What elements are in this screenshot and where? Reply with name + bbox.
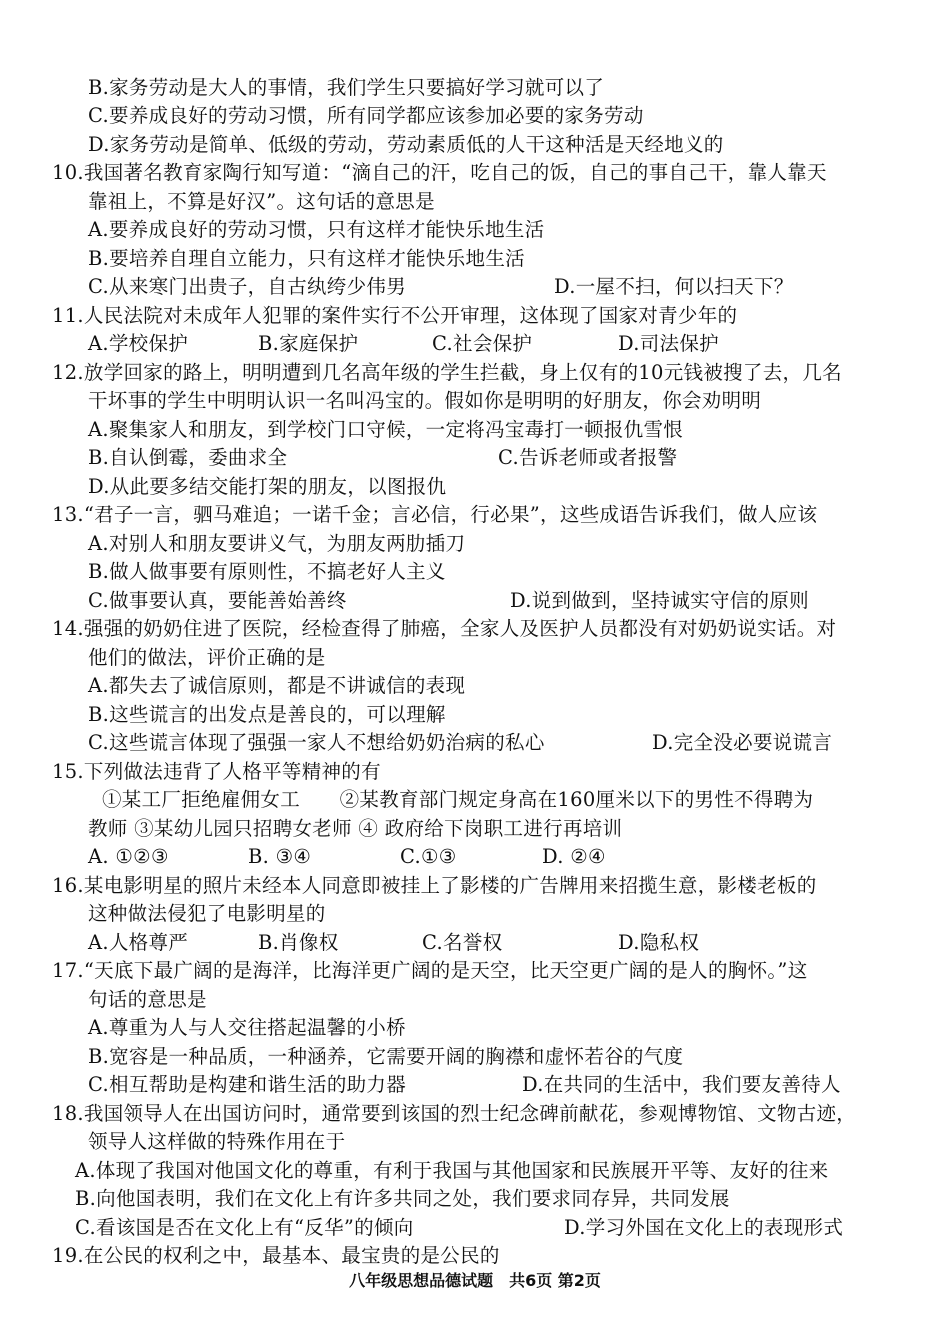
q17-option-b: B.宽容是一种品质，一种涵养，它需要开阔的胸襟和虚怀若谷的气度 <box>88 1045 684 1068</box>
q14-stem-line1: 14.强强的奶奶住进了医院，经检查得了肺癌，全家人及医护人员都没有对奶奶说实话。对 <box>52 617 837 640</box>
q18-option-a: A.体现了我国对他国文化的尊重，有利于我国与其他国家和民族展开平等、友好的往来 <box>75 1159 829 1182</box>
q16-stem-line2: 这种做法侵犯了电影明星的 <box>88 902 326 925</box>
q10-stem-line1: 10.我国著名教育家陶行知写道：“滴自己的汗，吃自己的饭，自己的事自己干，靠人靠天 <box>52 161 827 184</box>
q13-option-c: C.做事要认真，要能善始善终 <box>88 589 347 612</box>
q9-option-c: C.要养成良好的劳动习惯，所有同学都应该参加必要的家务劳动 <box>88 104 644 127</box>
q17-option-c: C.相互帮助是构建和谐生活的助力器 <box>88 1073 407 1096</box>
q13-option-b: B.做人做事要有原则性，不搞老好人主义 <box>88 560 446 583</box>
q14-option-d: D.完全没必要说谎言 <box>652 731 833 754</box>
q9-option-b: B.家务劳动是大人的事情，我们学生只要搞好学习就可以了 <box>88 76 605 99</box>
q12-option-a: A.聚集家人和朋友，到学校门口守候，一定将冯宝毒打一顿报仇雪恨 <box>88 418 684 441</box>
q13-stem: 13.“君子一言，驷马难追；一诺千金；言必信，行必果”，这些成语告诉我们，做人应该 <box>52 503 818 526</box>
q18-option-c: C.看该国是否在文化上有“反华”的倾向 <box>75 1216 414 1239</box>
q10-option-c: C.从来寒门出贵子，自古纨绔少伟男 <box>88 275 407 298</box>
q11-option-b: B.家庭保护 <box>258 332 359 355</box>
q15-items-line1: ①某工厂拒绝雇佣女工 ②某教育部门规定身高在160厘米以下的男性不得聘为 <box>102 788 814 811</box>
q10-option-d: D.一屋不扫，何以扫天下？ <box>554 275 794 298</box>
q16-option-a: A.人格尊严 <box>88 931 189 954</box>
q17-option-a: A.尊重为人与人交往搭起温馨的小桥 <box>88 1016 406 1039</box>
q18-stem-line1: 18.我国领导人在出国访问时，通常要到该国的烈士纪念碑前献花，参观博物馆、文物古迹， <box>52 1102 857 1125</box>
q12-stem-line2: 干坏事的学生中明明认识一名叫冯宝的。假如你是明明的好朋友，你会劝明明 <box>88 389 762 412</box>
q10-option-a: A.要养成良好的劳动习惯，只有这样才能快乐地生活 <box>88 218 545 241</box>
q17-stem-line2: 句话的意思是 <box>88 988 207 1011</box>
q14-stem-line2: 他们的做法，评价正确的是 <box>88 646 326 669</box>
q11-option-c: C.社会保护 <box>432 332 533 355</box>
q18-option-b: B.向他国表明，我们在文化上有许多共同之处，我们要求同存异，共同发展 <box>75 1187 730 1210</box>
q15-option-a: A. ①②③ <box>88 845 169 868</box>
q9-option-d: D.家务劳动是简单、低级的劳动，劳动素质低的人干这种活是天经地义的 <box>88 133 724 156</box>
q10-option-b: B.要培养自理自立能力，只有这样才能快乐地生活 <box>88 247 525 270</box>
q12-option-d: D.从此要多结交能打架的朋友，以图报仇 <box>88 475 447 498</box>
q11-stem: 11.人民法院对未成年人犯罪的案件实行不公开审理，这体现了国家对青少年的 <box>52 304 738 327</box>
q10-stem-line2: 靠祖上，不算是好汉”。这句话的意思是 <box>88 190 435 213</box>
q12-option-c: C.告诉老师或者报警 <box>498 446 678 469</box>
q15-stem: 15.下列做法违背了人格平等精神的有 <box>52 760 381 783</box>
q14-option-a: A.都失去了诚信原则，都是不讲诚信的表现 <box>88 674 466 697</box>
q12-option-b: B.自认倒霉，委曲求全 <box>88 446 288 469</box>
q15-items-line2: 教师 ③某幼儿园只招聘女老师 ④ 政府给下岗职工进行再培训 <box>88 817 623 840</box>
q13-option-a: A.对别人和朋友要讲义气，为朋友两肋插刀 <box>88 532 466 555</box>
q14-option-c: C.这些谎言体现了强强一家人不想给奶奶治病的私心 <box>88 731 545 754</box>
q18-stem-line2: 领导人这样做的特殊作用在于 <box>88 1130 346 1153</box>
q18-option-d: D.学习外国在文化上的表现形式 <box>564 1216 844 1239</box>
q13-option-d: D.说到做到，坚持诚实守信的原则 <box>510 589 809 612</box>
q12-stem-line1: 12.放学回家的路上，明明遭到几名高年级的学生拦截，身上仅有的10元钱被搜了去，几名 <box>52 361 842 384</box>
q15-option-b: B. ③④ <box>248 845 312 868</box>
q15-option-c: C.①③ <box>400 845 457 868</box>
q11-option-a: A.学校保护 <box>88 332 189 355</box>
q19-stem: 19.在公民的权利之中，最基本、最宝贵的是公民的 <box>52 1244 500 1267</box>
q16-option-c: C.名誉权 <box>422 931 503 954</box>
q16-option-d: D.隐私权 <box>618 931 700 954</box>
page-footer: 八年级思想品德试题 共6页 第2页 <box>349 1271 601 1290</box>
q16-option-b: B.肖像权 <box>258 931 339 954</box>
q14-option-b: B.这些谎言的出发点是善良的，可以理解 <box>88 703 446 726</box>
q16-stem-line1: 16.某电影明星的照片未经本人同意即被挂上了影楼的广告牌用来招揽生意，影楼老板的 <box>52 874 817 897</box>
q17-option-d: D.在共同的生活中，我们要友善待人 <box>522 1073 841 1096</box>
q17-stem-line1: 17.“天底下最广阔的是海洋，比海洋更广阔的是天空，比天空更广阔的是人的胸怀。”这 <box>52 959 808 982</box>
q11-option-d: D.司法保护 <box>618 332 719 355</box>
q15-option-d: D. ②④ <box>542 845 606 868</box>
